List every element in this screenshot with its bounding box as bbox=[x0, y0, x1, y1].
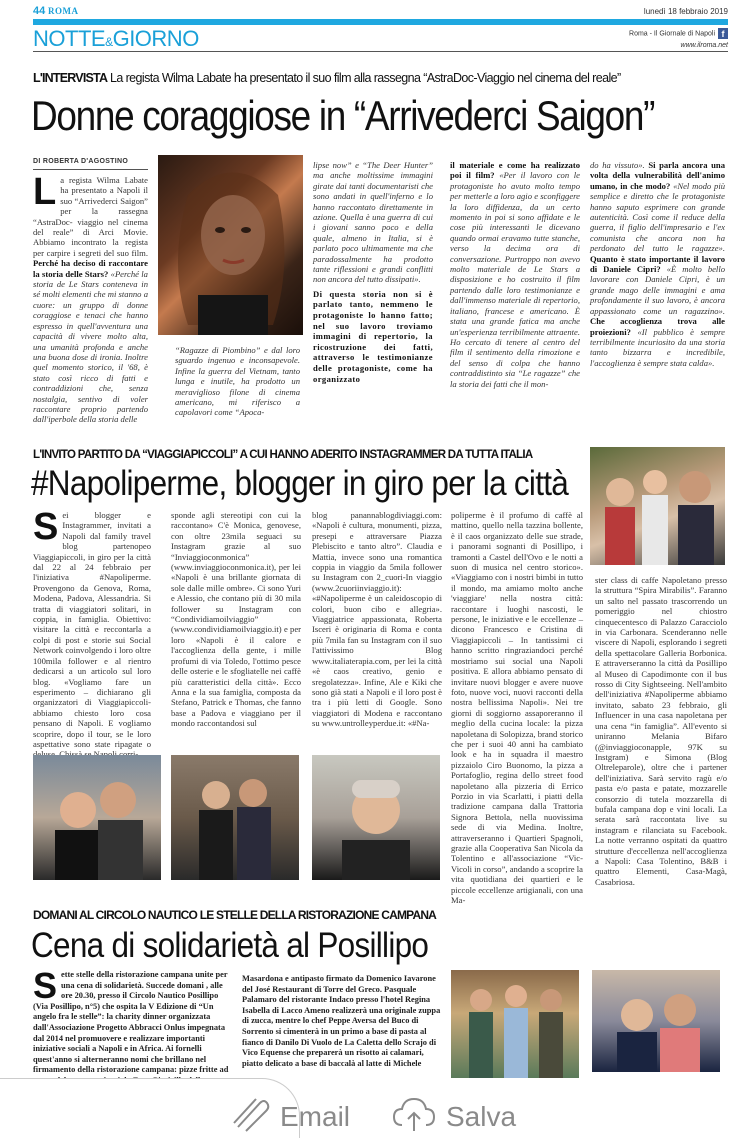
family-illustration bbox=[590, 447, 725, 565]
portrait-illustration bbox=[158, 155, 303, 335]
article2-title: #Napoliperme, blogger in giro per la città bbox=[31, 464, 569, 503]
article3-col2: Masardona e antipasto firmato da Domenico Iavarone del José Restaurant di Torre del Greco. Pasquale Palamaro del ristorante Indaco presso l'hotel Regina Isabella di Lacco Ameno realizzerà una originale zuppa di zucca, mentre lo chef Peppe Aversa del Buco di Sorrento si cimenterà in un primo a base di pasta al fianco di Danilo Di Vuolo de La Caletta dello Scrajo di Vico Equense che preparerà un risotto ai calamari, piatto delicato a base di baccalà al latte di Michele bbox=[242, 974, 441, 1068]
article2-col2: sponde agli stereotipi con cui la raccontano» C'è Monica, genovese, con oltre 23mila seguaci su Instagram grazie al suo “Inviaggioconmonica” (www.inviaggioconmonica.it), per lei «Napoli è una brillante giornata di sole dalle mille ombre». Ci sono Yuri e Alessio, che contano più di 30 mila follower su Instagram con “Condividiamoilviaggio” (www.condividiamoilviaggio.it) e per loro «Napoli è il calore e l'accoglienza della gente, i mille profumi di via Toledo, l'ottimo pesce delle osterie e le sfogliatelle nei caffè più caratteristici della città». Ecco Anna e la sua famiglia, composta da Stefano, Patrick e Thomas, che fanno base a Padova e viaggiano per il mondo raccontandosi sul bbox=[171, 510, 301, 729]
article1-col1: L a regista Wilma Labate ha presentato a Napoli il suo “Arrivederci Saigon” per la rassegna “AstraDoc- viaggio nel cinema del reale” di Arci Movie. Abbiamo incontrato la regista per carpire i segreti del suo film. Perché ha deciso di raccontare la storia delle Stars? «Perché la storia de Le Stars conteneva in sé molti elementi che mi stanno a cuore: un gruppo di donne coraggiose e tenaci che hanno espresso in quell'avventura una capacità di vivere molto alta, una umanità profonda e anche una buona dose di ironia. Inoltre quel momento storico, il '68, è stato così ricco di fatti e contraddizioni che, senza nostalgia, sentivo di voler raccontare proprio partendo dall'iperbole della storia delle bbox=[33, 171, 148, 425]
article2-photo-family bbox=[590, 447, 725, 565]
article1-byline: DI ROBERTA D'AGOSTINO bbox=[33, 158, 129, 165]
article1-title: Donne coraggiose in “Arrivederci Saigon” bbox=[31, 92, 655, 139]
couple-illustration bbox=[171, 755, 299, 880]
publisher-info bbox=[629, 28, 728, 49]
article2-col4: poliperme è il profumo di caffè al mattino, quello nella tazzina bollente, è il caos organizzato delle sue strade, i panorami sognanti di Posillipo, i tramonti a Castel dell'Ovo e le notti a suon di musica nel centro storico». «Viaggiamo con i nostri bimbi in tutto il mondo, ma amiamo molto anche 'viaggiare' nella nostra città: raccontare i luoghi nascosti, le persone, le iniziative e le eccellenze – dicono Francesco e Cristina di Viaggiapiccoli – In tantissimi ci hanno scritto ringraziandoci perché mostriamo sui social una Napoli positiva. E allora abbiamo pensato di invitare nuovi blogger e avere nuove foto, nuove voci, nuovi racconti della nostra bellissima Napoli». Nei tre giorni di soggiorno assaporeranno il meglio della cucina locale: la pizza napoletana di Solopizza, brand storico che per i suoi 40 anni ha cambiato look e ha in squadra il maestro pizzaiolo Ciro Buonomo, la pizza a Portafoglio, regina dello street food napoletano alla pizzeria di Errico Porzio in via Scarlatti, i piatti della tradizione campana dalla Trattoria Signora Bettola, nella nuovissima sede di via Medina. Inoltre, attraverseranno i Quartieri Spagnoli, grazie alla Cooperativa San Nicola da Tolentino e all'associazione “Vic-Vicoli in corso”, andando a scoprire la vita quotidiana dei quartieri e le piccole eccellenze artigianali, con una Ma- bbox=[451, 510, 583, 906]
section-title: NOTTE&GIORNO bbox=[33, 26, 199, 51]
publisher-name: Roma - Il Giornale di Napoli bbox=[629, 30, 715, 38]
selfie-illustration bbox=[592, 970, 720, 1072]
article1-kicker: L'INTERVISTA La regista Wilma Labate ha presentato il suo film alla rassegna “AstraDoc-Viaggio nel cinema del reale” bbox=[33, 71, 621, 85]
save-button[interactable] bbox=[392, 1095, 516, 1138]
masthead-topline bbox=[33, 5, 728, 19]
article1-col2: “Ragazze di Piombino” e dal loro sguardo ingenuo e inconsapevole. Infine la guerra del Vietnam, tanto lunga e inutile, ha prodotto un meraviglioso filone di cinema americano, mi riferisco a capolavori come “Apoca- bbox=[175, 345, 300, 418]
article3-kicker: DOMANI AL CIRCOLO NAUTICO LE STELLE DELLA RISTORAZIONE CAMPANA bbox=[33, 908, 437, 922]
article3-col1: Sette stelle della ristorazione campana unite per una cena di solidarietà. Succede domani , alle ore 20.30, presso il Circolo Nautico Posillipo (Via Posillipo, n°5) che ospita la V Edizione di “Un angelo fra le stelle”: la charity dinner organizzata dall'Associazione Progetto Abbracci Onlus impegnata dal 2014 nel promuovere e realizzare importanti iniziative sociali a Napoli e in Africa. Ai fornelli quest'anno si alterneranno nomi che brillano nel firmamento della ristorazione campana: pizze fritte ad bbox=[33, 965, 229, 1075]
couple-illustration bbox=[33, 755, 161, 880]
article1-photo bbox=[158, 155, 303, 335]
article2-col3: blog panannablogdiviaggi.com: «Napoli è cultura, monumenti, pizza, presepi e attraversare Piazza Plebiscito e tanto altro”. Claudia e Mattia, invece sono una romantica coppia in viaggio da 5mila follower su Instagram con 2_cuori-In viaggio (www.2cuoriinviaggio.it): «#Napoliperme è un caleidoscopio di colori, buon cibo e allegria». Viaggiatrice appassionata, Roberta Isceri è originaria di Roma e conta più 7mila fan su Instagram con il suo l'attivissimo Blog www.italiaterapia.com, per lei la città «è caos creativo, genio e sregolatezza». Infine, Ale e Kiki che sono già stati a Napoli e il loro post è tra i più letti di Google. Sono viaggiatori di Modena e raccontano su www.untrolleyperdue.it: «#Na- bbox=[312, 510, 442, 729]
article1-col5: do ha vissuto». Si parla ancora una volta della vulnerabilità dell'animo umano, in che modo? «Nel modo più semplice e diretto che le protagoniste hanno saputo esprimere con grande autenticità. Così come il reduce della guerra, il figlio dell'impresario e l'ex comunista che ancora non ha perdonato del tutto le ragazze». Quanto è stato importante il lavoro di Daniele Cipri? «È molto bello lavorare con Daniele Cipri, è un grande mago delle immagini e ama profondamente il suo lavoro, è ancora appassionato come un ragazzino». Che accoglienza trova alle proiezioni? «Il pubblico è sempre terribilmente incuriosito da una storia tanto bizzarra e incredibile, l'accoglienza è sempre stata calda». bbox=[590, 160, 726, 368]
article2-col5: ster class di caffe Napoletano presso la struttura “Spira Mirabilis”. Faranno un salto nel passato trascorrendo un pomeriggio nel chiostro cinquecentesco di Palazzo Caracciolo in via Carbonara. Scenderanno nelle viscere di Napoli, esplorando i segreti della spettacolare Galleria Borbonica. E attraverseranno la città da Posillipo al Museo di Capodimonte con il bus rosso di City Sightseeing. Nell'ambito dell'iniziativa #Napoliperme abbiamo invitato, sabato 23 febbraio, gli Influencer in una casa napoletana per una cena “in famiglia”. All'evento si uniranno Melania Bifaro (@inviaggioconapple, 97K su Instgram) e Simona (Blog Oltreleparole), oltre che i partener dell'iniziativa. Sarà servito ragù e/o pasta e/o pasta e patate, mozzarelle consorzio di tutela mozzarella di bufala campana dop e vini locali. La serata sarà raccontata live su instagram e rilanciata su Facebook. La notte verranno ospitati da quattro strutture d'eccellenza nell'accoglienza a Napoli: Casa Tolentino, B&B i quattro Elementi, Casa-Magà, Casabriosa. bbox=[595, 575, 727, 887]
byline-divider bbox=[33, 169, 148, 170]
group-illustration bbox=[451, 970, 579, 1078]
cloud-upload-icon bbox=[392, 1095, 436, 1138]
article2-photo-blogger bbox=[312, 755, 440, 880]
blogger-illustration bbox=[312, 755, 440, 880]
article2-photo-couple2 bbox=[171, 755, 299, 880]
email-label: Email bbox=[280, 1100, 351, 1132]
article2-kicker: L'INVITO PARTITO DA “VIAGGIAPICCOLI” A CUI HANNO ADERITO INSTAGRAMMER DA TUTTA ITALIA bbox=[33, 449, 533, 461]
dropcap: L bbox=[33, 171, 57, 213]
page-number: 44 bbox=[33, 5, 46, 17]
section-top: ROMA bbox=[48, 6, 79, 16]
article3-title: Cena di solidarietà al Posillipo bbox=[31, 926, 429, 965]
article3-photo-group bbox=[451, 970, 579, 1078]
email-button[interactable] bbox=[230, 1095, 350, 1138]
masthead-divider bbox=[33, 51, 728, 52]
facebook-icon[interactable]: f bbox=[718, 28, 728, 39]
article1-col4: il materiale e come ha realizzato poi il film? «Per il lavoro con le protagoniste ho avuto molto tempo per metterle a loro agio e sconfiggere la loro diffidenza, da un certo momento in poi si sono affidate e le cose più interessanti le dicevano quando ormai eravamo tutte stanche, verso la decima ora di conversazione. Purtroppo non avevo molto materiale de Le Stars a disposizione e ho costruito il film partendo dalle loro testimonianze e dall'immenso materiale di repertorio, italiano, francese e americano. È stata una grande fatica ma anche un'esperienza terribilmente attraente. Ho cercato di tenere al centro del film il sentimento della rimozione e del senso di colpa che hanno contraddistinto sia “Le ragazze” che la storia dei fatti che il mon- bbox=[450, 160, 580, 389]
dropcap: S bbox=[33, 965, 58, 1006]
article3-photo-selfie bbox=[592, 970, 720, 1072]
save-label: Salva bbox=[446, 1100, 517, 1132]
article1-col3: lipse now” e “The Deer Hunter” ma anche moltissime immagini girate dai tanti documentaristi che sono andati in quell'inferno e lo hanno raccontato direttamente in azione. Quella è una guerra di cui i giovani sanno poco e della quale, almeno in Italia, si è parlato poco ultimamente ma che paradossalmente ha prodotto tante riflessioni e grandi conflitti non ancora del tutto dissipati». Di questa storia non si è parlato tanto, nemmeno le protagoniste lo hanno fatto; nel suo lavoro troviamo immagini di repertorio, la ricostruzione dei fatti, attraverso le testimonianze delle protagoniste, come ha organizzato bbox=[313, 160, 433, 384]
article2-col1: Sei blogger e Instagrammer, invitati a Napoli dal family travel blog partenopeo Viaggiapiccoli, in giro per la città dal 22 al 24 febbraio per l'iniziativa #Napoliperme. Provengono da Genova, Roma, Modena, Padova, Alessandria. Si tratta di viaggiatori solitari, in coppia, in famiglia. Obiettivo: visitare la città e reccontarla a colpi di post e storie sui Social Network coinvolgendo i loro oltre 100mila follower e al rientro dedicarsi a un articolo sul loro blog. «Vogliamo fare un esperimento – dichiarano gli organizzatori di Viaggiapiccoli- abbiamo chiesto loro cosa pensano di Napoli. E vogliamo scoprire, dopo il tour, se le loro aspettative sono state ripagate o bbox=[33, 506, 151, 749]
article2-photo-couple1 bbox=[33, 755, 161, 880]
masthead-band bbox=[33, 19, 728, 25]
dropcap: S bbox=[33, 506, 59, 548]
paperclip-icon bbox=[230, 1095, 270, 1138]
issue-date: lunedì 18 febbraio 2019 bbox=[643, 7, 728, 16]
website-link[interactable]: www.ilroma.net bbox=[680, 42, 728, 49]
